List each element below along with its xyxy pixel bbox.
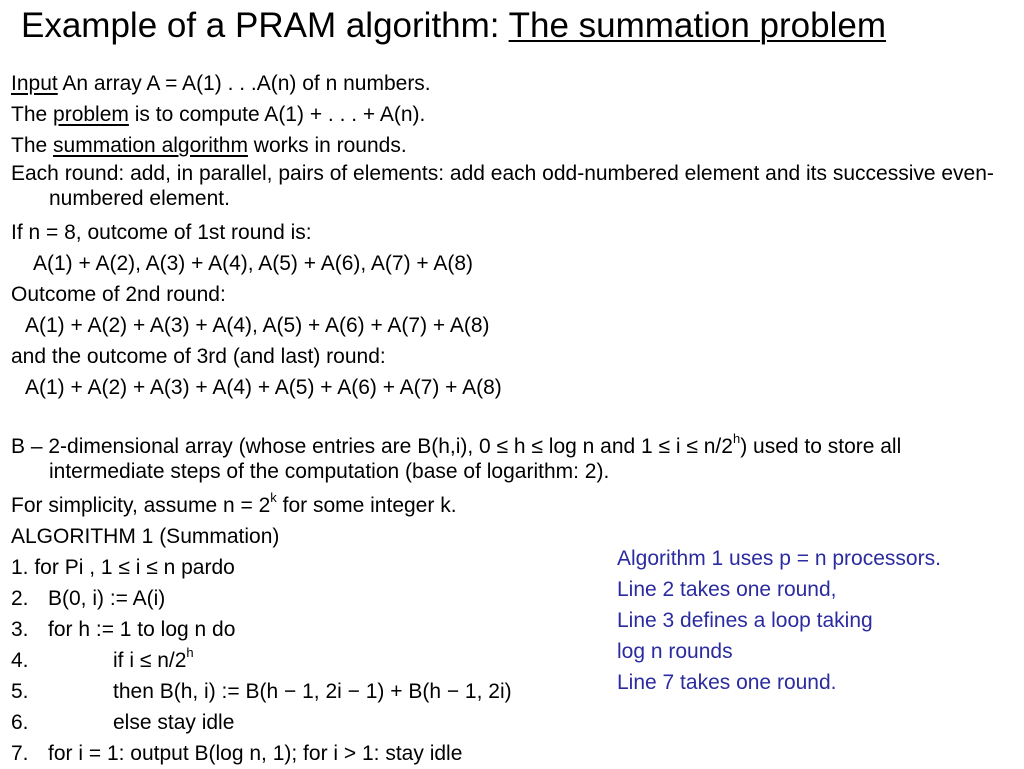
line-number: 2.	[11, 587, 29, 610]
spacer	[11, 403, 1016, 434]
algo-line-6	[11, 707, 1016, 738]
note-line-5: Line 7 takes one round.	[617, 671, 837, 694]
algo-post: works in rounds.	[247, 134, 407, 157]
input-line	[11, 68, 1016, 99]
problem-line	[11, 99, 1016, 130]
simp-post: for some integer k.	[276, 494, 457, 517]
line-text: then B(h, i) := B(h − 1, 2i − 1) + B(h − 1, 2i)	[113, 680, 512, 703]
problem-pre: The	[11, 103, 54, 126]
algorithm-title: ALGORITHM 1 (Summation)	[11, 525, 280, 548]
input-text: An array A = A(1) . . .A(n) of n numbers.	[57, 72, 431, 95]
outcome3-line: and the outcome of 3rd (and last) round:	[11, 345, 386, 368]
input-label: Input	[11, 72, 58, 95]
algo-pre: The	[11, 134, 54, 157]
line-sup: h	[186, 645, 194, 660]
b-array-line	[11, 431, 1016, 484]
line-number: 5.	[11, 680, 29, 703]
b-post: ) used to store all intermediate steps of the computation (base of logarithm: 2).	[49, 435, 902, 483]
algorithm-line	[11, 130, 1016, 161]
algo-line-7	[11, 738, 1016, 769]
algo-line-1: 1. for Pi , 1 ≤ i ≤ n pardo	[11, 556, 235, 579]
round2-line: A(1) + A(2) + A(3) + A(4), A(5) + A(6) + A(7) + A(8)	[25, 314, 490, 337]
side-note	[617, 543, 941, 698]
note-line-2: Line 2 takes one round,	[617, 578, 837, 601]
line-text: if i ≤ n/2	[113, 649, 187, 672]
note-line-4: log n rounds	[617, 640, 733, 663]
line-number: 6.	[11, 711, 29, 734]
problem-word: problem	[53, 103, 129, 126]
line-text: for h := 1 to log n do	[48, 618, 236, 641]
simplicity-line	[11, 490, 1016, 521]
if-n8-line: If n = 8, outcome of 1st round is:	[11, 221, 312, 244]
outcome2-line: Outcome of 2nd round:	[11, 283, 226, 306]
simp-pre: For simplicity, assume n = 2	[11, 494, 271, 517]
line-text: for i = 1: output B(log n, 1); for i > 1: stay idle	[48, 742, 463, 765]
line-number: 4.	[11, 649, 29, 672]
problem-post: is to compute A(1) + . . . + A(n).	[128, 103, 426, 126]
each-round-line: Each round: add, in parallel, pairs of elements: add each odd-numbered element and its successive even-numbered element.	[11, 162, 994, 210]
line-number: 7.	[11, 742, 29, 765]
line-number: 3.	[11, 618, 29, 641]
note-line-1: Algorithm 1 uses p = n processors.	[617, 547, 941, 570]
title-prefix: Example of a PRAM algorithm:	[21, 6, 509, 45]
algo-word: summation algorithm	[53, 134, 248, 157]
round1-line: A(1) + A(2), A(3) + A(4), A(5) + A(6), A(7) + A(8)	[33, 252, 474, 275]
line-text: else stay idle	[113, 711, 235, 734]
b-pre: B – 2-dimensional array (whose entries are B(h,i), 0 ≤ h ≤ log n and 1 ≤ i ≤ n/2	[11, 435, 733, 458]
note-line-3: Line 3 defines a loop taking	[617, 609, 873, 632]
line-text: B(0, i) := A(i)	[48, 587, 166, 610]
simp-sup: k	[270, 490, 277, 505]
round3-line: A(1) + A(2) + A(3) + A(4) + A(5) + A(6) + A(7) + A(8)	[25, 376, 502, 399]
title-emphasis: The summation problem	[508, 6, 886, 45]
slide-title	[21, 4, 886, 48]
b-sup: h	[732, 431, 741, 446]
